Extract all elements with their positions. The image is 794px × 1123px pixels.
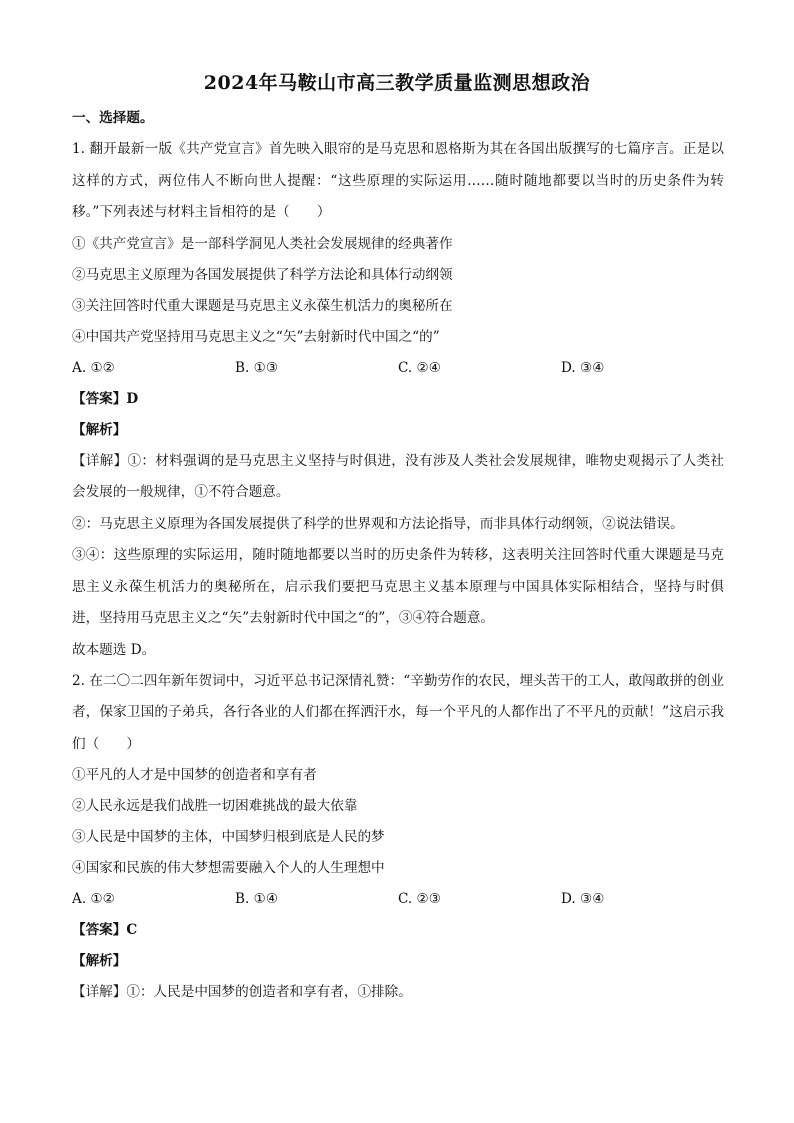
- statement-item: ②人民永远是我们战胜一切困难挑战的最大依靠: [72, 798, 358, 814]
- option-a: A. ①②: [72, 359, 115, 376]
- answer-options: [72, 884, 724, 915]
- option-d: D. ③④: [561, 891, 605, 907]
- answer-label: 【答案】D: [72, 390, 139, 407]
- statement-item: ③关注回答时代重大课题是马克思主义永葆生机活力的奥秘所在: [72, 297, 453, 314]
- analysis-detail: 【详解】①：材料强调的是马克思主义坚持与时俱进，没有涉及人类社会发展规律，唯物史观揭示了人类社会发展的一般规律，①不符合题意。: [72, 452, 724, 500]
- analysis-detail: ②：马克思主义原理为各国发展提供了科学的世界观和方法论指导，而非具体行动纲领，②说法错误。: [72, 515, 684, 532]
- question-2: [72, 666, 724, 1009]
- option-b: B. ①④: [235, 891, 279, 907]
- statement-item: ①平凡的人才是中国梦的创造者和享有者: [72, 767, 317, 783]
- statement-item: ④中国共产党坚持用马克思主义之“矢”去射新时代中国之“的”: [72, 328, 440, 345]
- analysis-detail: 【详解】①：人民是中国梦的创造者和享有者，①排除。: [72, 984, 412, 1000]
- analysis-detail: ③④：这些原理的实际运用，随时随地都要以当时的历史条件为转移，这表明关注回答时代重大课题是马克思主义永葆生机活力的奥秘所在，启示我们要把马克思主义基本原理与中国具体实际相结合，坚持与时俱进，坚持用马克思主义之“矢”去射新时代中国之“的”，③④符合题意。: [72, 547, 724, 626]
- statement-item: ④国家和民族的伟大梦想需要融入个人的人生理想中: [72, 860, 385, 876]
- statement-item: ②马克思主义原理为各国发展提供了科学方法论和具体行动纲领: [72, 266, 453, 283]
- answer-label: 【答案】C: [72, 922, 138, 938]
- analysis-label: 【解析】: [72, 953, 127, 969]
- option-c: C. ②④: [398, 359, 441, 376]
- answer-options: [72, 353, 724, 384]
- document-body: [72, 103, 724, 1009]
- question-1: [72, 134, 724, 666]
- conclusion: 故本题选 D。: [72, 641, 156, 658]
- question-stem: 1. 翻开最新一版《共产党宣言》首先映入眼帘的是马克思和恩格斯为其在各国出版撰写的七篇序言。正是以这样的方式，两位伟人不断向世人提醒：“这些原理的实际运用……随时随地都要以当时的历史条件为转移。”下列表述与材料主旨相符的是（ ）: [72, 141, 724, 220]
- analysis-label: 【解析】: [72, 421, 127, 438]
- section-heading: 一、选择题。: [72, 110, 154, 126]
- option-c: C. ②③: [398, 891, 441, 907]
- page-title: 2024年马鞍山市高三教学质量监测思想政治: [203, 72, 591, 94]
- statement-item: ①《共产党宣言》是一部科学洞见人类社会发展规律的经典著作: [72, 235, 453, 252]
- question-stem: 2. 在二〇二四年新年贺词中，习近平总书记深情礼赞：“辛勤劳作的农民，埋头苦干的工人，敢闯敢拼的创业者，保家卫国的子弟兵，各行各业的人们都在挥洒汗水，每一个平凡的人都作出了不平凡的贡献！”这启示我们（ ）: [72, 672, 724, 752]
- option-d: D. ③④: [561, 359, 605, 376]
- statement-item: ③人民是中国梦的主体，中国梦归根到底是人民的梦: [72, 829, 385, 845]
- option-a: A. ①②: [72, 891, 115, 907]
- option-b: B. ①③: [235, 359, 279, 376]
